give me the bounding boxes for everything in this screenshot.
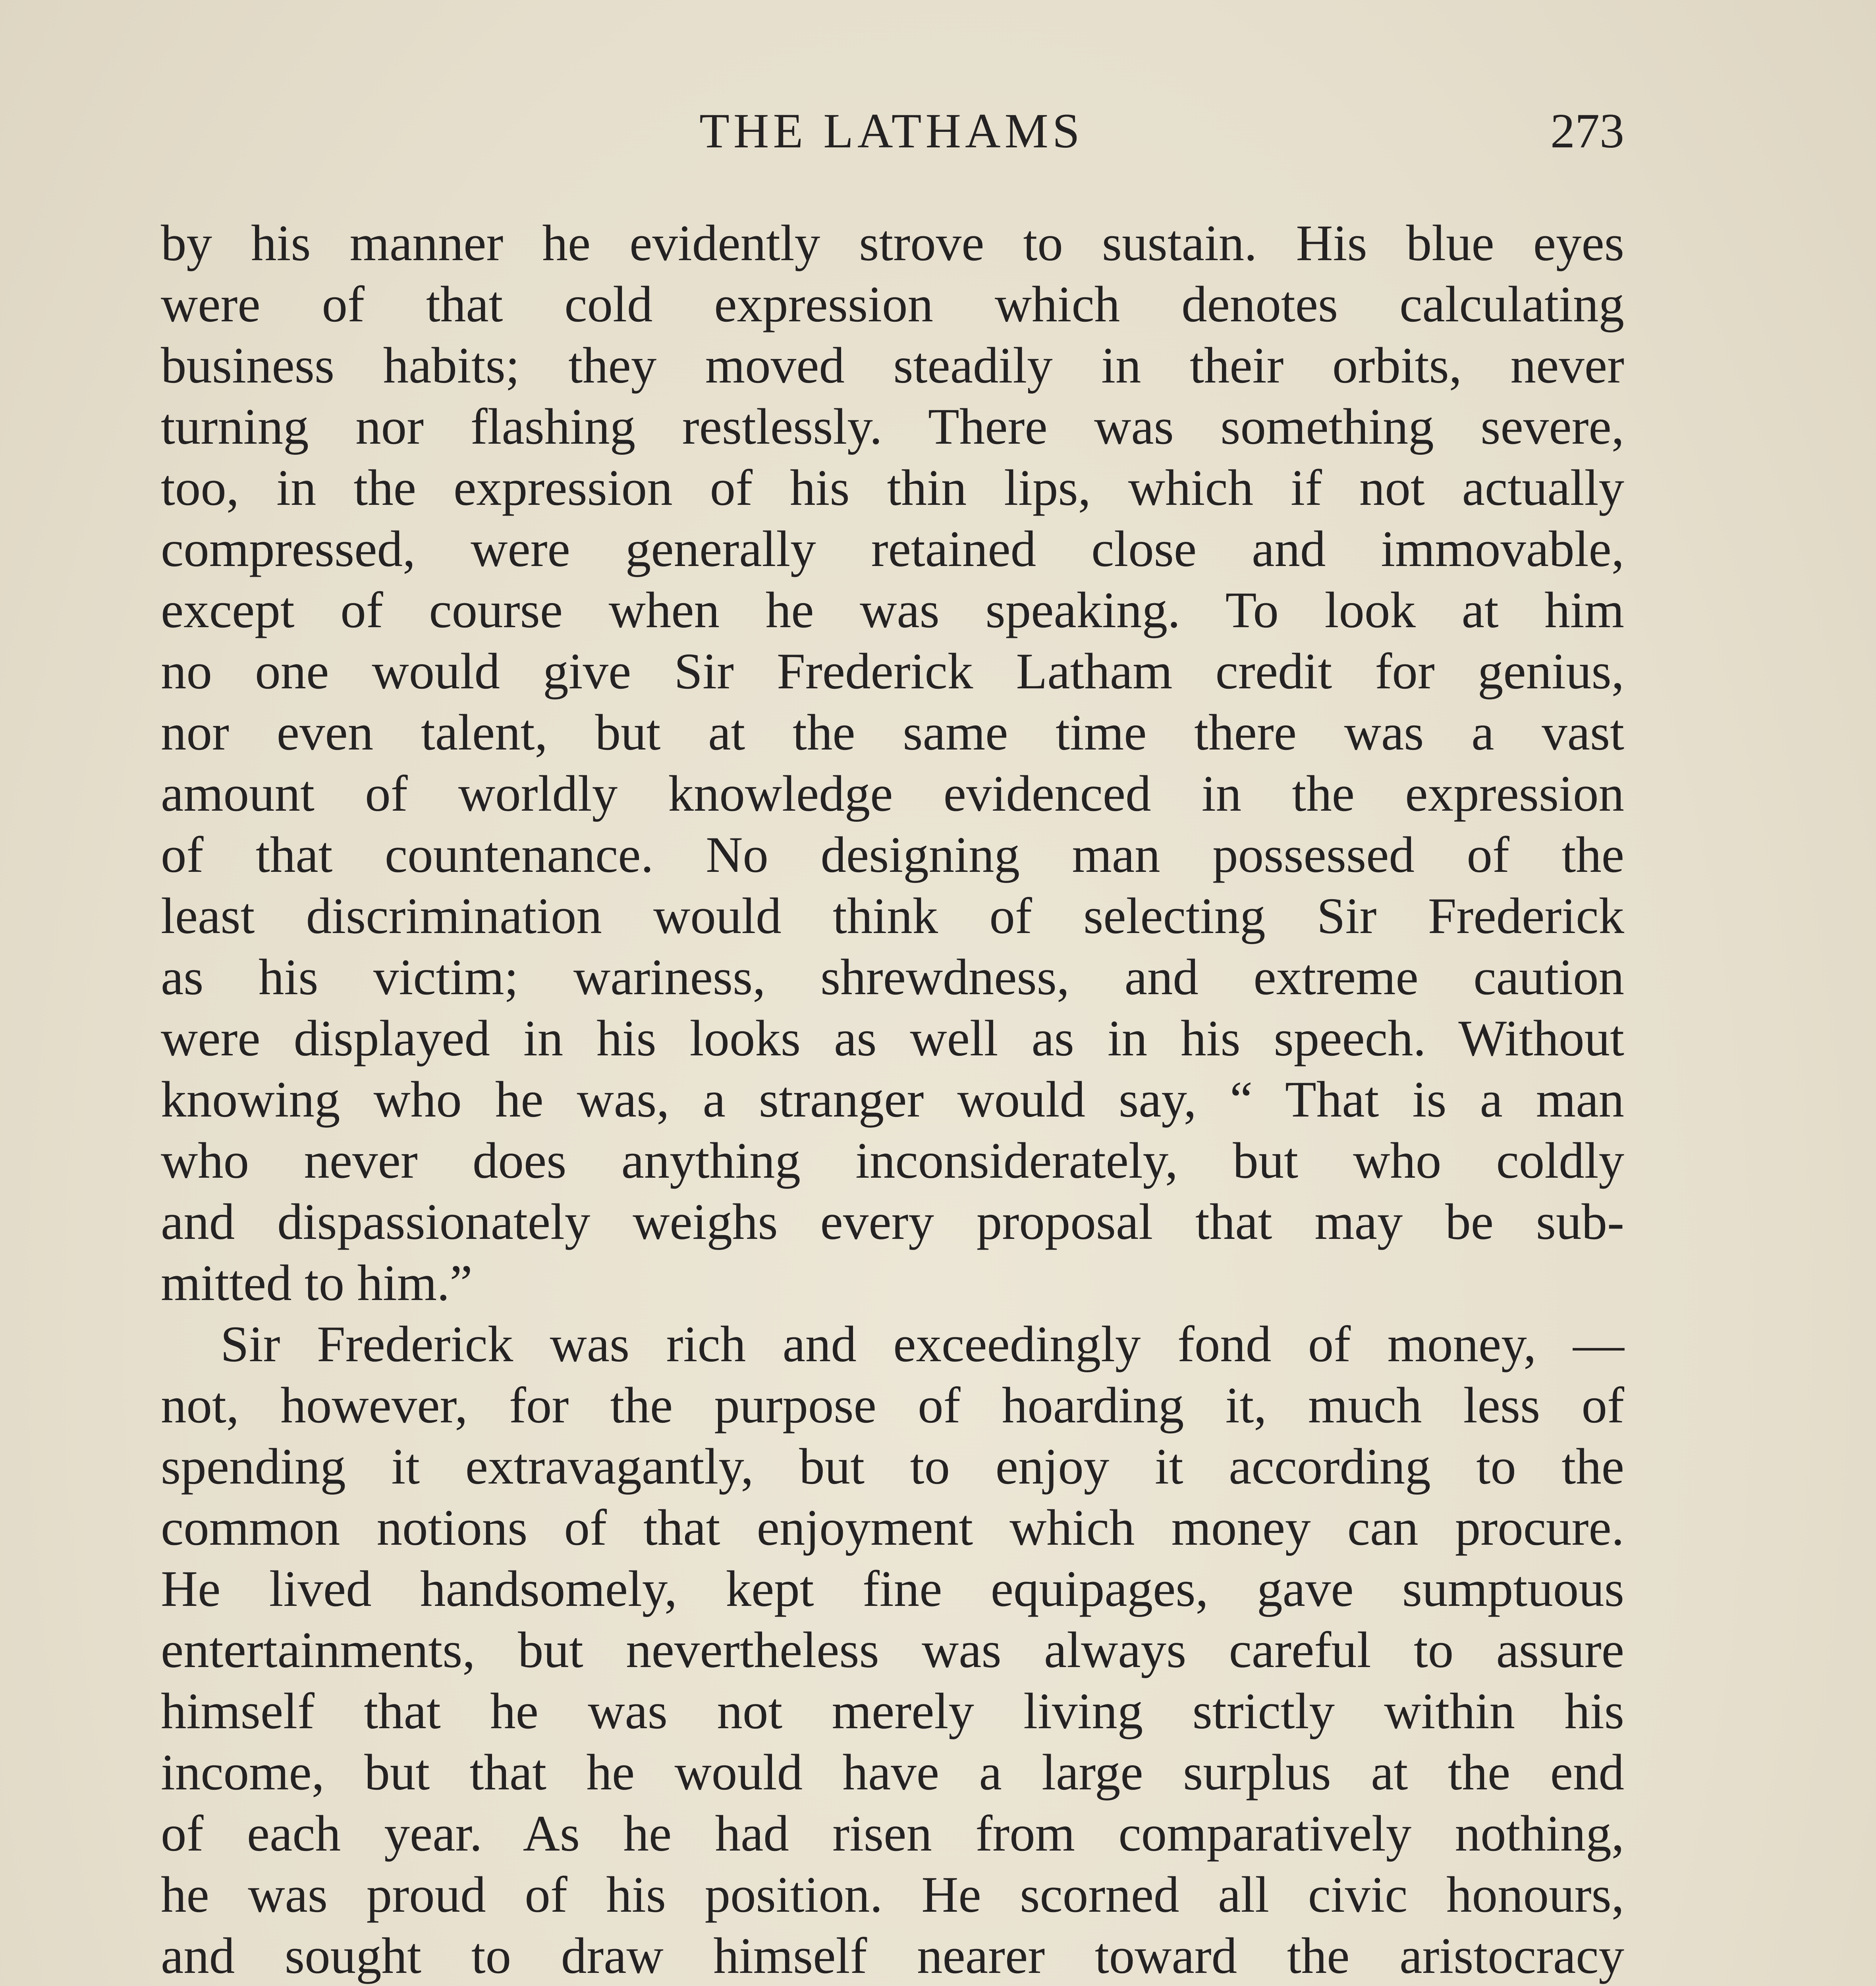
text-line: were of that cold expression which denotes calculating — [161, 276, 1624, 332]
text-line: knowing who he was, a stranger would say, “ That is a man — [161, 1071, 1624, 1128]
text-line: and sought to draw himself nearer toward the aristocracy — [161, 1927, 1624, 1984]
text-line: as his victim; wariness, shrewdness, and extreme caution — [161, 949, 1624, 1005]
text-line: nor even talent, but at the same time there was a vast — [161, 704, 1624, 761]
text-line: Sir Frederick was rich and exceedingly fond of money, — — [220, 1316, 1624, 1372]
text-line: mitted to him.” — [161, 1254, 473, 1311]
running-title: THE LATHAMS — [699, 104, 1084, 158]
text-line: himself that he was not merely living strictly within his — [161, 1683, 1624, 1739]
text-line: and dispassionately weighs every proposal that may be sub- — [161, 1193, 1624, 1250]
text-line: compressed, were generally retained close and immovable, — [161, 520, 1624, 577]
text-line: of that countenance. No designing man possessed of the — [161, 826, 1624, 883]
text-line: income, but that he would have a large surplus at the end — [161, 1744, 1624, 1801]
text-line: not, however, for the purpose of hoarding it, much less of — [161, 1377, 1624, 1433]
text-line: entertainments, but nevertheless was always careful to assure — [161, 1621, 1624, 1678]
text-line: spending it extravagantly, but to enjoy it according to the — [161, 1438, 1624, 1495]
text-line: were displayed in his looks as well as in his speech. Without — [161, 1010, 1624, 1066]
text-line: no one would give Sir Frederick Latham credit for genius, — [161, 643, 1624, 699]
text-line: he was proud of his position. He scorned all civic honours, — [161, 1866, 1624, 1923]
body-text — [161, 213, 1624, 1986]
text-line: He lived handsomely, kept fine equipages, gave sumptuous — [161, 1560, 1624, 1617]
text-line: too, in the expression of his thin lips, which if not actually — [161, 459, 1624, 516]
text-line: turning nor flashing restlessly. There was something severe, — [161, 398, 1624, 455]
running-head — [159, 101, 1624, 161]
text-line: by his manner he evidently strove to sustain. His blue eyes — [161, 214, 1624, 271]
page-number: 273 — [1550, 104, 1624, 158]
text-line: of each year. As he had risen from comparatively nothing, — [161, 1805, 1624, 1862]
text-line: least discrimination would think of selecting Sir Frederick — [161, 887, 1624, 944]
text-line: common notions of that enjoyment which money can procure. — [161, 1499, 1624, 1556]
text-line: business habits; they moved steadily in their orbits, never — [161, 337, 1624, 394]
text-line: except of course when he was speaking. To look at him — [161, 582, 1624, 638]
text-line: amount of worldly knowledge evidenced in the expression — [161, 765, 1624, 822]
text-line: who never does anything inconsiderately, but who coldly — [161, 1132, 1624, 1189]
